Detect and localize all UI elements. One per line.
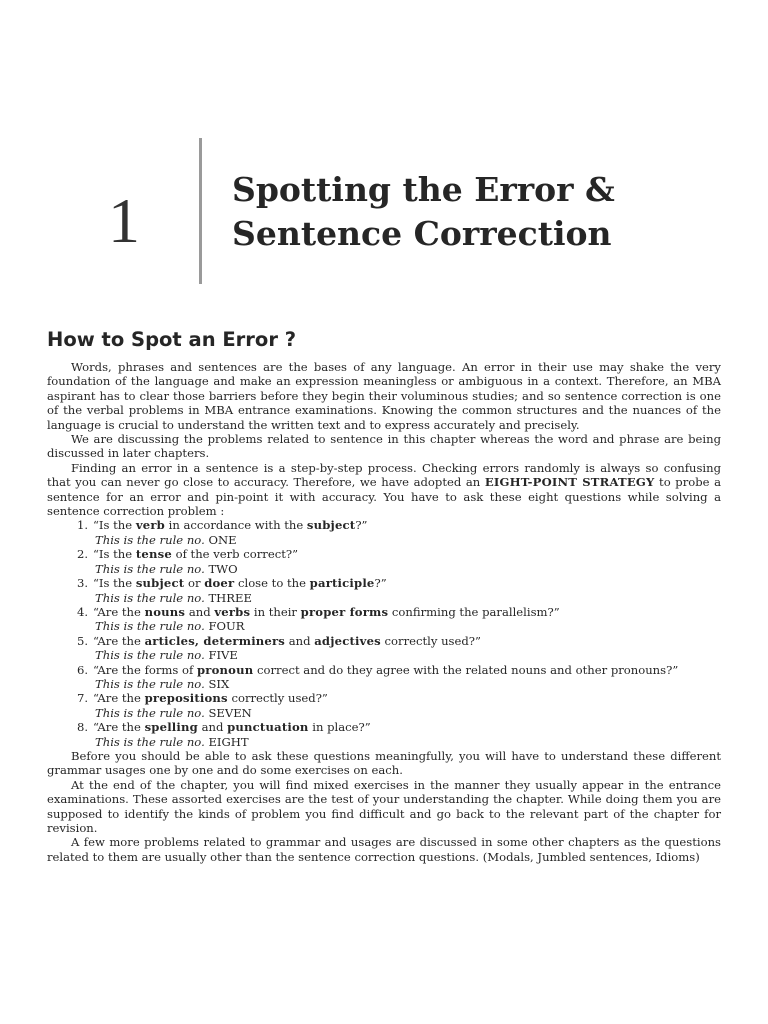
chapter-title-line-1: Spotting the Error & bbox=[232, 170, 615, 209]
rule-label bbox=[77, 562, 721, 576]
question-text bbox=[77, 663, 721, 677]
question-number: 7. bbox=[77, 691, 89, 706]
intro-paragraph-2: We are discussing the problems related to sentence in this chapter whereas the word and phrase are being discussed in later chapters. bbox=[47, 432, 721, 461]
rule-prefix: This is the rule no. bbox=[95, 561, 205, 576]
question-keyword: doer bbox=[204, 576, 235, 591]
rule-prefix: This is the rule no. bbox=[95, 705, 205, 720]
intro-paragraph-3-end: to probe a sentence for an error and pin-point it with accuracy. You have to ask these eight questions while solving a sentence correction problem : bbox=[47, 475, 721, 519]
question-keyword: articles, determiners bbox=[144, 633, 286, 648]
chapter-number: 1 bbox=[108, 185, 140, 256]
rule-number: EIGHT bbox=[208, 734, 249, 749]
question-fragment: “Are the forms of bbox=[93, 662, 197, 677]
question-fragment: correct and do they agree with the related nouns and other pronouns?” bbox=[253, 662, 679, 677]
question-fragment: of the verb correct?” bbox=[171, 547, 298, 562]
question-keyword: tense bbox=[135, 547, 172, 562]
question-fragment: ?” bbox=[374, 576, 387, 591]
question-number: 5. bbox=[77, 633, 89, 648]
rule-number: THREE bbox=[208, 590, 252, 605]
question-keyword: subject bbox=[135, 576, 185, 591]
question-keyword: nouns bbox=[144, 604, 186, 619]
question-fragment: in accordance with the bbox=[164, 518, 307, 533]
question-keyword: adjectives bbox=[314, 633, 381, 648]
question-text bbox=[77, 720, 721, 734]
chapter-divider bbox=[199, 138, 202, 284]
question-item bbox=[77, 547, 721, 576]
question-fragment: correctly used?” bbox=[227, 691, 328, 706]
rule-label bbox=[77, 533, 721, 547]
question-text bbox=[77, 547, 721, 561]
question-keyword: spelling bbox=[144, 720, 198, 735]
rule-number: ONE bbox=[208, 532, 237, 547]
section-heading: How to Spot an Error ? bbox=[47, 328, 297, 351]
question-list bbox=[47, 518, 721, 749]
rule-label bbox=[77, 706, 721, 720]
question-fragment: and bbox=[185, 604, 215, 619]
question-number: 1. bbox=[77, 518, 89, 533]
question-number: 4. bbox=[77, 604, 89, 619]
rule-number: TWO bbox=[208, 561, 238, 576]
chapter-title bbox=[232, 168, 752, 256]
question-keyword: verbs bbox=[214, 604, 251, 619]
question-keyword: proper forms bbox=[300, 604, 389, 619]
chapter-header bbox=[0, 0, 768, 300]
rule-number: FOUR bbox=[208, 619, 245, 634]
rule-number: FIVE bbox=[208, 648, 238, 663]
outro-paragraph-3: A few more problems related to grammar and usages are discussed in some other chapters as the questions related to them are usually other than the sentence correction questions. (Modals, Jumbled sentences, Idioms) bbox=[47, 835, 721, 864]
question-fragment: “Is the bbox=[93, 518, 136, 533]
rule-number: SEVEN bbox=[208, 705, 252, 720]
outro-paragraph-2: At the end of the chapter, you will find mixed exercises in the manner they usually appear in the entrance examinations. These assorted exercises are the test of your understanding the chapter. While doing them you are supposed to identify the kinds of problem you find difficult and go back to the relevant part of the chapter for revision. bbox=[47, 777, 721, 835]
question-fragment: and bbox=[197, 720, 228, 735]
question-keyword: prepositions bbox=[144, 691, 228, 706]
rule-prefix: This is the rule no. bbox=[95, 648, 205, 663]
question-fragment: correctly used?” bbox=[380, 633, 481, 648]
rule-prefix: This is the rule no. bbox=[95, 532, 205, 547]
question-keyword: verb bbox=[135, 518, 165, 533]
question-number: 6. bbox=[77, 662, 89, 677]
question-item bbox=[77, 691, 721, 720]
rule-label bbox=[77, 619, 721, 633]
question-fragment: “Are the bbox=[93, 691, 145, 706]
rule-label bbox=[77, 735, 721, 749]
question-item bbox=[77, 576, 721, 605]
question-fragment: in place?” bbox=[308, 720, 371, 735]
rule-label bbox=[77, 677, 721, 691]
rule-prefix: This is the rule no. bbox=[95, 734, 205, 749]
question-item bbox=[77, 720, 721, 749]
question-fragment: and bbox=[285, 633, 315, 648]
question-keyword: pronoun bbox=[196, 662, 254, 677]
question-fragment: “Are the bbox=[93, 604, 145, 619]
chapter-body bbox=[47, 360, 721, 864]
question-keyword: punctuation bbox=[227, 720, 309, 735]
question-fragment: “Is the bbox=[93, 547, 136, 562]
question-item bbox=[77, 634, 721, 663]
rule-number: SIX bbox=[208, 676, 230, 691]
question-text bbox=[77, 576, 721, 590]
question-item bbox=[77, 518, 721, 547]
question-fragment: in their bbox=[250, 604, 301, 619]
rule-label bbox=[77, 591, 721, 605]
rule-label bbox=[77, 648, 721, 662]
question-text bbox=[77, 518, 721, 532]
question-keyword: participle bbox=[309, 576, 375, 591]
question-fragment: close to the bbox=[234, 576, 310, 591]
outro-paragraph-1: Before you should be able to ask these questions meaningfully, you will have to understand these different grammar usages one by one and do some exercises on each. bbox=[47, 748, 721, 778]
question-fragment: ?” bbox=[355, 518, 368, 533]
intro-paragraph-3 bbox=[47, 461, 721, 519]
question-fragment: or bbox=[184, 576, 205, 591]
rule-prefix: This is the rule no. bbox=[95, 590, 205, 605]
question-fragment: confirming the parallelism?” bbox=[388, 604, 560, 619]
question-fragment: “Are the bbox=[93, 720, 145, 735]
question-keyword: subject bbox=[306, 518, 356, 533]
chapter-title-line-2: Sentence Correction bbox=[232, 214, 612, 253]
question-fragment: “Is the bbox=[93, 576, 136, 591]
rule-prefix: This is the rule no. bbox=[95, 619, 205, 634]
question-fragment: “Are the bbox=[93, 633, 145, 648]
question-number: 8. bbox=[77, 720, 89, 735]
question-number: 3. bbox=[77, 576, 89, 591]
question-item bbox=[77, 605, 721, 634]
question-text bbox=[77, 691, 721, 705]
rule-prefix: This is the rule no. bbox=[95, 676, 205, 691]
question-number: 2. bbox=[77, 547, 89, 562]
strategy-name: EIGHT-POINT STRATEGY bbox=[484, 475, 655, 490]
intro-paragraph-1: Words, phrases and sentences are the bases of any language. An error in their use may shake the very foundation of the language and make an expression meaningless or ambiguous in a context. Therefore, an MBA aspirant has to clear those barriers before they begin their voluminous studies; and so sentence correction is one of the verbal problems in MBA entrance examinations. Knowing the common structures and the nuances of the language is crucial to understand the written text and to express accurately and precisely. bbox=[47, 360, 721, 432]
question-item bbox=[77, 663, 721, 692]
intro-paragraph-3-start: Finding an error in a sentence is a step-by-step process. Checking errors randomly is always so confusing that you can never go close to accuracy. Therefore, we have adopted an bbox=[47, 460, 721, 490]
question-text bbox=[77, 605, 721, 619]
question-text bbox=[77, 634, 721, 648]
